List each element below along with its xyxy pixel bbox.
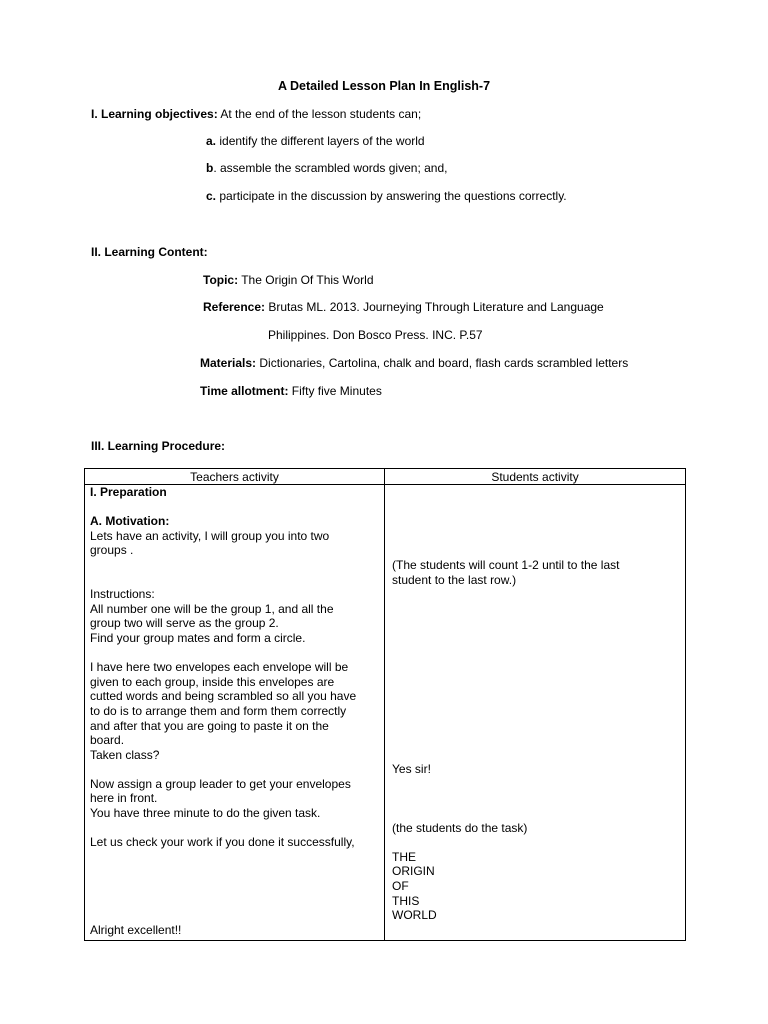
time-line xyxy=(200,384,382,398)
teacher-line: to do is to arrange them and form them correctly xyxy=(90,703,347,718)
objective-item-a xyxy=(206,134,425,148)
teacher-line: All number one will be the group 1, and all the xyxy=(90,601,334,616)
teacher-line: A. Motivation: xyxy=(90,514,170,529)
student-line: THE xyxy=(392,849,416,864)
student-activity-text xyxy=(392,485,681,923)
student-line xyxy=(392,675,681,690)
objective-letter: a. xyxy=(206,134,217,148)
student-line xyxy=(392,660,681,675)
teacher-line: group two will serve as the group 2. xyxy=(90,616,279,631)
student-line xyxy=(392,748,681,763)
teacher-line: Taken class? xyxy=(90,747,160,762)
reference-continuation: Philippines. Don Bosco Press. INC. P.57 xyxy=(268,328,483,342)
reference-label: Reference: xyxy=(203,300,266,314)
teacher-line: Lets have an activity, I will group you into two xyxy=(90,528,330,543)
student-line xyxy=(392,631,681,646)
student-line: THIS xyxy=(392,893,420,908)
objectives-heading: I. Learning objectives: xyxy=(91,107,218,121)
student-activity-cell xyxy=(385,485,686,941)
objective-item-c xyxy=(206,189,567,203)
teacher-line xyxy=(90,500,380,515)
teacher-line: cutted words and being scrambled so all you have xyxy=(90,689,357,704)
teacher-line xyxy=(90,821,380,836)
student-line xyxy=(392,514,681,529)
teacher-line: You have three minute to do the given task. xyxy=(90,806,321,821)
materials-value: Dictionaries, Cartolina, chalk and board, flash cards scrambled letters xyxy=(256,356,629,370)
topic-value: The Origin Of This World xyxy=(238,273,374,287)
procedure-heading-text: III. Learning Procedure: xyxy=(91,439,226,453)
objective-text: identify the different layers of the world xyxy=(216,134,425,148)
topic-line xyxy=(203,273,374,287)
student-line xyxy=(392,529,681,544)
objective-text: participate in the discussion by answering the questions correctly. xyxy=(216,189,567,203)
teacher-line: I. Preparation xyxy=(90,485,167,499)
content-heading-text: II. Learning Content: xyxy=(91,245,208,259)
teacher-line xyxy=(90,908,380,923)
document-title: A Detailed Lesson Plan In English-7 xyxy=(277,79,491,93)
student-line: ORIGIN xyxy=(392,864,435,879)
teacher-line: Instructions: xyxy=(90,587,155,602)
teacher-line xyxy=(90,646,380,661)
student-line xyxy=(392,704,681,719)
objective-text: . assemble the scrambled words given; and, xyxy=(213,161,448,175)
student-line xyxy=(392,485,681,500)
materials-label: Materials: xyxy=(200,356,257,370)
teacher-line xyxy=(90,762,380,777)
student-line xyxy=(392,602,681,617)
objective-item-b xyxy=(206,161,447,175)
teacher-line xyxy=(90,573,380,588)
student-line xyxy=(392,835,681,850)
teacher-line: board. xyxy=(90,733,125,748)
procedure-heading xyxy=(91,439,225,453)
teacher-line: groups . xyxy=(90,543,134,558)
student-line: (The students will count 1-2 until to the last xyxy=(392,557,620,572)
teacher-line: Alright excellent!! xyxy=(90,922,182,937)
teacher-activity-cell xyxy=(85,485,385,941)
student-line xyxy=(392,543,681,558)
table-header-row xyxy=(85,469,686,485)
student-line xyxy=(392,587,681,602)
objectives-line xyxy=(91,107,421,121)
student-column-header: Students activity xyxy=(385,469,686,485)
topic-label: Topic: xyxy=(203,273,239,287)
table-row xyxy=(85,485,686,941)
student-line xyxy=(392,791,681,806)
teacher-line xyxy=(90,558,380,573)
student-line xyxy=(392,806,681,821)
student-line xyxy=(392,500,681,515)
student-line xyxy=(392,719,681,734)
procedure-table xyxy=(84,468,686,941)
student-line: WORLD xyxy=(392,908,437,923)
teacher-activity-text xyxy=(90,485,380,937)
teacher-line: Let us check your work if you done it successfully, xyxy=(90,835,355,850)
student-line xyxy=(392,733,681,748)
teacher-line: I have here two envelopes each envelope will be xyxy=(90,660,349,675)
teacher-line xyxy=(90,864,380,879)
teacher-line xyxy=(90,879,380,894)
content-heading xyxy=(91,245,208,259)
student-line xyxy=(392,646,681,661)
teacher-line xyxy=(90,850,380,865)
teacher-line: Now assign a group leader to get your envelopes xyxy=(90,776,351,791)
time-label: Time allotment: xyxy=(200,384,289,398)
student-line xyxy=(392,777,681,792)
teacher-line: given to each group, inside this envelopes are xyxy=(90,674,335,689)
student-line: student to the last row.) xyxy=(392,572,517,587)
student-line xyxy=(392,616,681,631)
time-value: Fifty five Minutes xyxy=(288,384,382,398)
teacher-line xyxy=(90,894,380,909)
teacher-line: and after that you are going to paste it on the xyxy=(90,718,329,733)
student-line: Yes sir! xyxy=(392,762,431,777)
reference-value: Brutas ML. 2013. Journeying Through Literature and Language xyxy=(265,300,604,314)
objectives-intro: At the end of the lesson students can; xyxy=(217,107,422,121)
teacher-line: here in front. xyxy=(90,791,158,806)
reference-line xyxy=(203,300,604,314)
objective-letter: b xyxy=(206,161,214,175)
teacher-line: Find your group mates and form a circle. xyxy=(90,630,306,645)
objective-letter: c. xyxy=(206,189,217,203)
teacher-column-header: Teachers activity xyxy=(85,469,385,485)
student-line xyxy=(392,689,681,704)
student-line: (the students do the task) xyxy=(392,820,528,835)
materials-line xyxy=(200,356,628,370)
student-line: OF xyxy=(392,879,409,894)
